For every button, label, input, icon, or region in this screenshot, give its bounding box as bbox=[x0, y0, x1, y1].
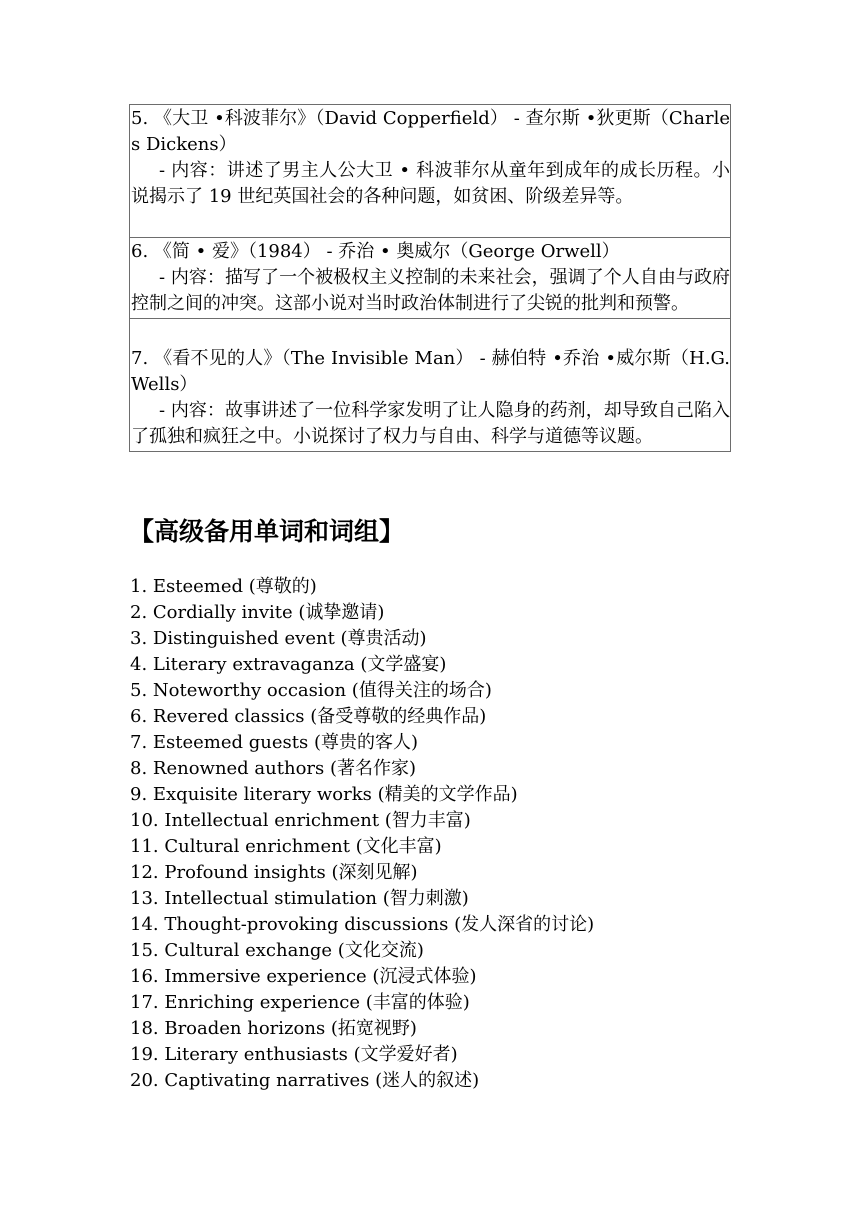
section-heading: 【高级备用单词和词组】 bbox=[129, 517, 405, 546]
vocab-item: 6. Revered classics (备受尊敬的经典作品) bbox=[130, 706, 487, 727]
book-content: - 内容：描写了一个被极权主义控制的未来社会，强调了个人自由与政府控制之间的冲突。这部小说对当时政治体制进行了尖锐的批判和预警。 bbox=[131, 267, 730, 314]
vocab-item: 3. Distinguished event (尊贵活动) bbox=[130, 628, 427, 649]
book-content: - 内容：故事讲述了一位科学家发明了让人隐身的药剂，却导致自己陷入了孤独和疯狂之中。小说探讨了权力与自由、科学与道德等议题。 bbox=[131, 400, 730, 447]
vocab-item: 16. Immersive experience (沉浸式体验) bbox=[130, 966, 477, 987]
book-title: 5. 《大卫 •科波菲尔》（David Copperfield） - 查尔斯 •狄更斯（Charles Dickens） bbox=[131, 108, 730, 155]
vocab-item: 19. Literary enthusiasts (文学爱好者) bbox=[130, 1044, 458, 1065]
book-title: 6. 《简 • 爱》（1984） - 乔治 • 奥威尔（George Orwell） bbox=[131, 241, 620, 262]
vocab-item: 8. Renowned authors (著名作家) bbox=[130, 758, 417, 779]
vocab-item: 11. Cultural enrichment (文化丰富) bbox=[130, 836, 442, 857]
vocab-item: 20. Captivating narratives (迷人的叙述) bbox=[130, 1070, 480, 1091]
vocab-item: 4. Literary extravaganza (文学盛宴) bbox=[130, 654, 447, 675]
vocab-item: 2. Cordially invite (诚挚邀请) bbox=[130, 602, 385, 623]
vocab-item: 14. Thought-provoking discussions (发人深省的讨论) bbox=[130, 914, 595, 935]
book-title: 7. 《看不见的人》（The Invisible Man） - 赫伯特 •乔治 •威尔斯（H.G. Wells） bbox=[131, 348, 730, 395]
book-entry-5 bbox=[130, 105, 730, 238]
book-list-table bbox=[129, 104, 731, 452]
vocabulary-list bbox=[130, 574, 594, 1094]
vocab-item: 17. Enriching experience (丰富的体验) bbox=[130, 992, 470, 1013]
vocab-item: 12. Profound insights (深刻见解) bbox=[130, 862, 418, 883]
book-content: - 内容：讲述了男主人公大卫 • 科波菲尔从童年到成年的成长历程。小说揭示了 19 世纪英国社会的各种问题，如贫困、阶级差异等。 bbox=[131, 160, 730, 207]
vocab-item: 10. Intellectual enrichment (智力丰富) bbox=[130, 810, 471, 831]
vocab-item: 9. Exquisite literary works (精美的文学作品) bbox=[130, 784, 518, 805]
book-entry-7 bbox=[130, 319, 730, 451]
vocab-item: 1. Esteemed (尊敬的) bbox=[130, 576, 317, 597]
blank-line bbox=[131, 320, 730, 346]
vocab-item: 15. Cultural exchange (文化交流) bbox=[130, 940, 424, 961]
vocab-item: 5. Noteworthy occasion (值得关注的场合) bbox=[130, 680, 492, 701]
book-entry-6 bbox=[130, 238, 730, 319]
vocab-item: 18. Broaden horizons (拓宽视野) bbox=[130, 1018, 417, 1039]
vocab-item: 7. Esteemed guests (尊贵的客人) bbox=[130, 732, 419, 753]
vocab-item: 13. Intellectual stimulation (智力刺激) bbox=[130, 888, 469, 909]
blank-line bbox=[131, 210, 730, 236]
